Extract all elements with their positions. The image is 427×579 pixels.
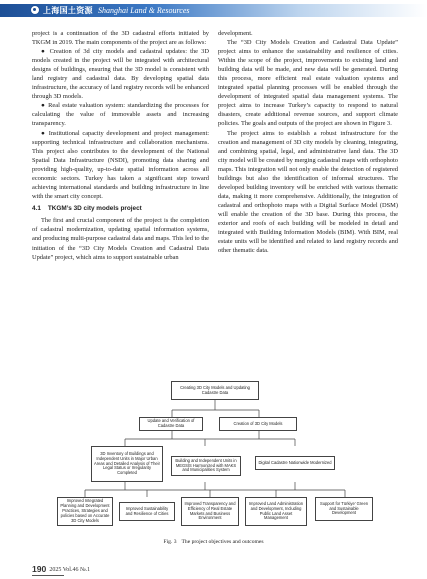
page-number: 190 (32, 564, 47, 574)
diagram-node-level4: Improved Transparency and Efficiency of Real Estate Markets and Business Environment (181, 497, 239, 526)
figure-caption (0, 539, 427, 545)
section-heading (32, 204, 209, 213)
page-footer (32, 565, 90, 574)
footer-divider (32, 575, 64, 576)
diagram-node-level2: Creation of 3D City Models (219, 417, 297, 431)
paragraph: The project aims to establish a robust infrastructure for the creation and management of 3D city models by cleaning, integrating, and combining spatial, legal, and administrative land data. The 3D city model will be created by merging cadastral maps with orthophoto maps. This integration will not only enable the detection of registered buildings but also the identification of informal structures. The developed building inventory will be enriched with various thematic data, making it more comprehensive. Additionally, the integration of cadastral and orthophoto maps with a Digital Surface Model (DSM) will enable the creation of the 3D base. During this process, the exterior and roofs of each building will be modeled in detail and integrated with Building Information Models (BIM). With BIM, real estate units will be identified and related to land registry records and other thematic data. (218, 129, 398, 255)
figure-objectives-diagram (55, 376, 375, 536)
bullet-item: ● Real estate valuation system: standardizing the processes for calculating the value of immovable assets and increasing transparency. (32, 102, 209, 128)
section-title: TKGM’s 3D city models project (47, 205, 142, 213)
paragraph: project is a continuation of the 3D cadastral efforts initiated by TKGM in 2019. The main components of the project are as follows: (32, 30, 209, 47)
bullet-item: ● Creation of 3d city models and cadastral updates: the 3D models created in the project will be integrated with architectural designs of buildings, ensuring that the 3D model is consistent with land registry and cadastral data. By developing spatial data infrastructure, the accuracy of land registry records will be enhanced through 3D models. (32, 48, 209, 101)
left-column (32, 29, 209, 262)
paragraph: The “3D City Models Creation and Cadastral Data Update” project aims to enhance the sustainability and resilience of cities. Within the scope of the project, improvements to existing land and building data will be made, and new data will be generated. During this process, more efficient real estate valuation systems and integrated spatial planning processes will be enabled through the development of integrated spatial data management systems. The project aims to increase Turkey’s capacity to respond to natural disasters, create additional revenue sources, and support climate policies. The goals and outputs of the project are shown in Figure 3. (218, 39, 398, 128)
paragraph: The first and crucial component of the project is the completion of cadastral modernization, updating spatial information systems, and producing multi-purpose cadastral data and maps. This led to the initiation of the “3D City Models Creation and Cadastral Data Update” project, which aims to support sustainable urban (32, 217, 209, 261)
section-number: 4.1 (32, 205, 41, 213)
diagram-node-root: Creating 3D City Models and Updating Cadastre Data (171, 381, 259, 400)
diagram-node-level2: Update and Verification of Cadastre Data (139, 417, 203, 431)
diagram-node-level4: Improved Sustainability and Resilience of Cities (119, 502, 175, 521)
journal-header (0, 0, 427, 20)
journal-title-en: Shanghai Land & Resources (98, 6, 190, 15)
bullet-item: ● Institutional capacity development and project management: supporting technical infrastructure and collaboration mechanisms. This project also contributes to the development of the National Spatial Data Infrastructure (NSDI), promoting data sharing and providing high-quality, up-to-date spatial information across all economic sectors. Turkey has taken a significant step toward achieving international standards and building infrastructure in line with the smart city concept. (32, 129, 209, 200)
right-column (218, 29, 398, 255)
diagram-node-level3: 3D Inventory of Buildings and Independent Units in Major Urban Areas and Detailed Analysis of Their Legal Status or Irregularity Completed (91, 446, 163, 482)
caption-label: Fig. 3 (163, 539, 177, 545)
journal-logo-icon (30, 5, 40, 15)
diagram-node-level3: Digital Cadastre Nationwide Modernized (255, 456, 335, 470)
diagram-node-level4: Improved Land Administration and Development, Including Public Land Asset Management (245, 497, 307, 526)
paragraph: development. (218, 30, 253, 37)
journal-title-cn: 上海国土资源 (43, 6, 93, 15)
diagram-node-level4: Support for Türkiye’ Green and Sustainable Development (315, 497, 373, 521)
issue-info: 2025 Vol.46 №.1 (49, 567, 91, 573)
diagram-node-level3: Building and Independent Units in MEGSİS Harmonized with MAKS and Municipalities System (171, 456, 241, 476)
caption-text: The project objectives and outcomes (181, 539, 264, 545)
diagram-node-level4: Improved Integrated Planning and Development Practices, Strategies and policies based on Accurate 3D City Models (57, 497, 113, 526)
